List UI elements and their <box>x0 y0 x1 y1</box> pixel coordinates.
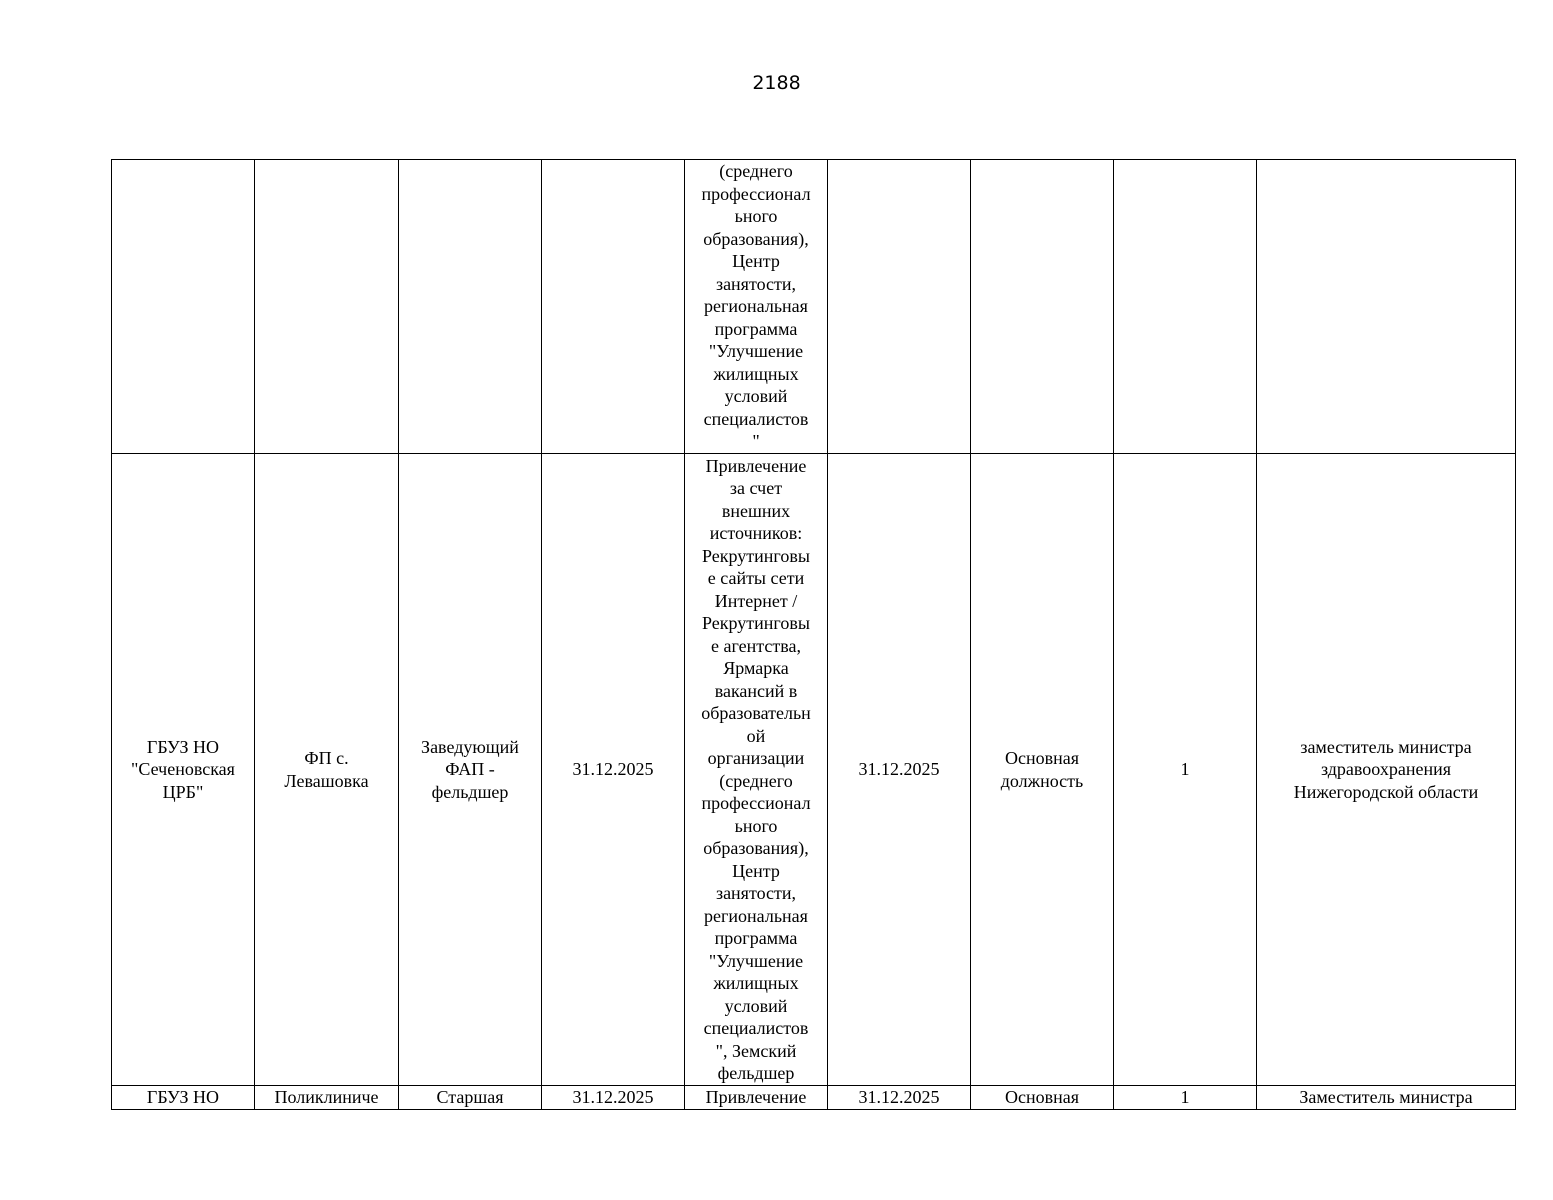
unit-cell <box>255 160 399 454</box>
responsible-cell <box>1257 160 1516 454</box>
job-type-cell <box>971 160 1114 454</box>
org-cell: ГБУЗ НО "Сеченовская ЦРБ" <box>112 454 255 1086</box>
measures-cell: Привлечение за счет внешних источников: Рекрутинговы е сайты сети Интернет / Рекрутинговы е агентства, Ярмарка вакансий в образовательн ой организации (среднего профессионал ьного образования), Центр занятости, региональная программа "Улучшение жилищных условий специалистов ", Земский фельдшер <box>685 454 828 1086</box>
position-cell: Старшая <box>399 1086 542 1110</box>
unit-cell: ФП с. Левашовка <box>255 454 399 1086</box>
date-cell <box>542 160 685 454</box>
position-cell <box>399 160 542 454</box>
date-cell: 31.12.2025 <box>542 454 685 1086</box>
responsible-cell: заместитель министра здравоохранения Нижегородской области <box>1257 454 1516 1086</box>
page-number: 2188 <box>752 72 801 94</box>
date-cell: 31.12.2025 <box>828 454 971 1086</box>
unit-cell: Поликлиниче <box>255 1086 399 1110</box>
date-cell: 31.12.2025 <box>828 1086 971 1110</box>
date-cell: 31.12.2025 <box>542 1086 685 1110</box>
responsible-cell: Заместитель министра <box>1257 1086 1516 1110</box>
org-cell <box>112 160 255 454</box>
table-row <box>112 160 1516 454</box>
date-cell <box>828 160 971 454</box>
measures-cell: Привлечение <box>685 1086 828 1110</box>
vacancy-table <box>111 159 1516 1110</box>
count-cell <box>1114 160 1257 454</box>
job-type-cell: Основная <box>971 1086 1114 1110</box>
table-row <box>112 454 1516 1086</box>
count-cell: 1 <box>1114 1086 1257 1110</box>
position-cell: Заведующий ФАП - фельдшер <box>399 454 542 1086</box>
table-row <box>112 1086 1516 1110</box>
measures-cell: (среднего профессионал ьного образования), Центр занятости, региональная программа "Улучшение жилищных условий специалистов " <box>685 160 828 454</box>
org-cell: ГБУЗ НО <box>112 1086 255 1110</box>
count-cell: 1 <box>1114 454 1257 1086</box>
job-type-cell: Основная должность <box>971 454 1114 1086</box>
